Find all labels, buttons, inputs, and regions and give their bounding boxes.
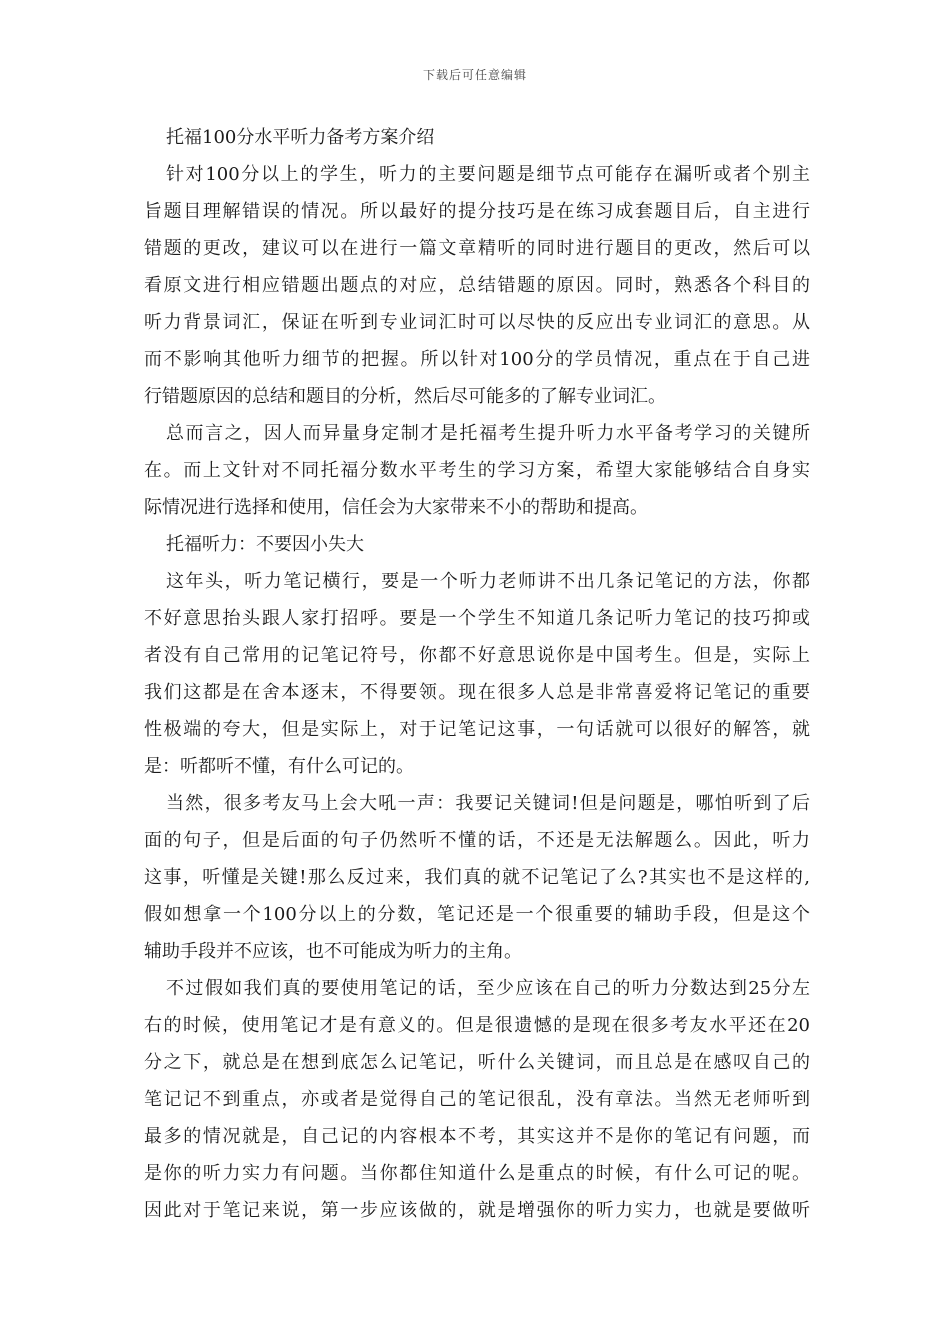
paragraph-line: 这事，听懂是关键!那么反过来，我们真的就不记笔记了么?其实也不是这样的, <box>144 867 810 888</box>
paragraph-line: 右的时候，使用笔记才是有意义的。但是很遗憾的是现在很多考友水平还在20 <box>144 1015 810 1036</box>
paragraph-line: 面的句子，但是后面的句子仍然听不懂的话，不还是无法解题么。因此，听力 <box>144 830 810 851</box>
paragraph-line: 旨题目理解错误的情况。所以最好的提分技巧是在练习成套题目后，自主进行 <box>144 201 810 222</box>
paragraph-line: 分之下，就总是在想到底怎么记笔记，听什么关键词，而且总是在感叹自己的 <box>144 1052 810 1073</box>
paragraph-line: 不好意思抬头跟人家打招呼。要是一个学生不知道几条记听力笔记的技巧抑或 <box>144 608 810 629</box>
paragraph-line: 是你的听力实力有问题。当你都住知道什么是重点的时候，有什么可记的呢。 <box>144 1163 810 1184</box>
section-title-toefl-listening: 托福听力：不要因小失大 <box>166 534 364 555</box>
paragraph-line: 当然，很多考友马上会大吼一声：我要记关键词!但是问题是，哪怕听到了后 <box>166 793 810 814</box>
paragraph-line: 这年头，听力笔记横行，要是一个听力老师讲不出几条记笔记的方法，你都 <box>166 571 810 592</box>
paragraph-line: 性极端的夸大，但是实际上，对于记笔记这事，一句话就可以很好的解答，就 <box>144 719 810 740</box>
paragraph-line: 我们这都是在舍本逐末，不得要领。现在很多人总是非常喜爱将记笔记的重要 <box>144 682 810 703</box>
paragraph-line: 看原文进行相应错题出题点的对应，总结错题的原因。同时，熟悉各个科目的 <box>144 275 810 296</box>
paragraph-line: 最多的情况就是，自己记的内容根本不考，其实这并不是你的笔记有问题，而 <box>144 1126 810 1147</box>
paragraph-line: 听力背景词汇，保证在听到专业词汇时可以尽快的反应出专业词汇的意思。从 <box>144 312 810 333</box>
paragraph-line: 辅助手段并不应该，也不可能成为听力的主角。 <box>144 941 522 962</box>
paragraph-line: 针对100分以上的学生，听力的主要问题是细节点可能存在漏听或者个别主 <box>166 164 810 185</box>
paragraph-line: 假如想拿一个100分以上的分数，笔记还是一个很重要的辅助手段，但是这个 <box>144 904 810 925</box>
paragraph-line: 者没有自己常用的记笔记符号，你都不好意思说你是中国考生。但是，实际上 <box>144 645 810 666</box>
paragraph-line: 错题的更改，建议可以在进行一篇文章精听的同时进行题目的更改，然后可以 <box>144 238 810 259</box>
page-header-note: 下载后可任意编辑 <box>422 68 527 82</box>
paragraph-line: 而不影响其他听力细节的把握。所以针对100分的学员情况，重点在于自己进 <box>144 349 810 370</box>
section-title-toefl-100: 托福100分水平听力备考方案介绍 <box>166 127 435 148</box>
paragraph-line: 是：听都听不懂，有什么可记的。 <box>144 756 414 777</box>
paragraph-line: 在。而上文针对不同托福分数水平考生的学习方案，希望大家能够结合自身实 <box>144 460 810 481</box>
paragraph-line: 不过假如我们真的要使用笔记的话，至少应该在自己的听力分数达到25分左 <box>166 978 810 999</box>
paragraph-line: 行错题原因的总结和题目的分析，然后尽可能多的了解专业词汇。 <box>144 386 666 407</box>
paragraph-line: 笔记记不到重点，亦或者是觉得自己的笔记很乱，没有章法。当然无老师听到 <box>144 1089 810 1110</box>
paragraph-line: 总而言之，因人而异量身定制才是托福考生提升听力水平备考学习的关键所 <box>166 423 810 444</box>
document-body <box>144 119 810 1229</box>
paragraph-line: 因此对于笔记来说，第一步应该做的，就是增强你的听力实力，也就是要做听 <box>144 1200 810 1221</box>
paragraph-line: 际情况进行选择和使用，信任会为大家带来不小的帮助和提高。 <box>144 497 648 518</box>
